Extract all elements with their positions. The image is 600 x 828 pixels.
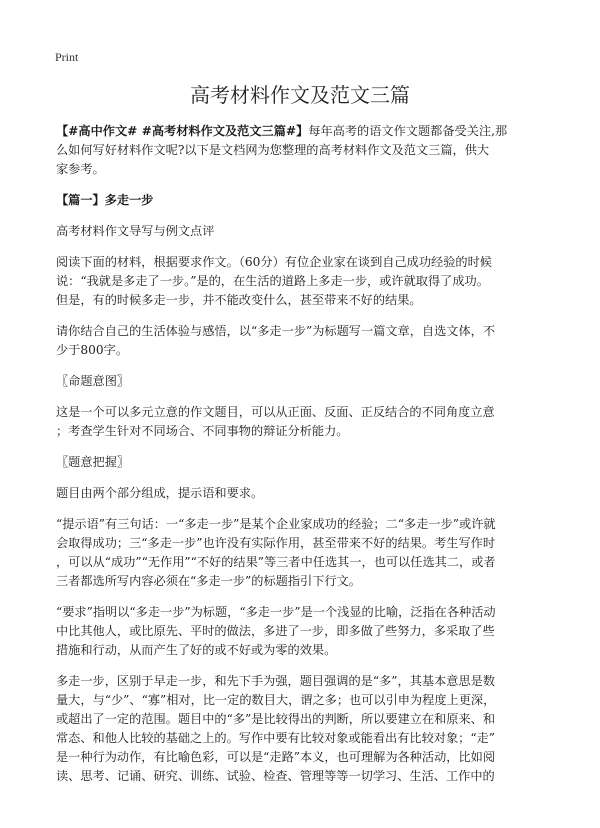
text-line: 但是，有的时候多走一步，并不能改变什么，甚至带来不好的结果。 (56, 293, 422, 307)
text-line: 会取得成功；三“多走一步”也许没有实际作用，甚至带来不好的结果。考生写作时 (56, 536, 496, 550)
structure-paragraph (56, 484, 548, 503)
text-line: 中比其他人，或比原先、平时的做法，多进了一步，即多做了些努力，多采取了些 (56, 624, 495, 638)
intro-line: 么如何写好材料作文呢?以下是文档网为您整理的高考材料作文及范文三篇，供大 (56, 143, 490, 157)
grasp-label: 〖题意把握〗 (56, 455, 130, 469)
intent-label: 〖命题意图〗 (56, 374, 130, 388)
text-line: “提示语”有三句话：一“多走一步”是某个企业家成功的经验；二“多走一步”或许就 (56, 517, 496, 531)
text-line: “要求”指明以“多走一步”为标题，“多走一步”是一个浅显的比喻，泛指在各种活动 (56, 605, 496, 619)
text-line: 说：“我就是多走了一步。”是的，在生活的道路上多走一步，或许就取得了成功。 (56, 274, 489, 288)
section-heading: 【篇一】多走一步 (56, 193, 154, 207)
text-line: 常态、和他人比较的基础之上的。写作中要有比较对象或能看出有比较对象；“走” (56, 731, 496, 745)
text-line: 多走一步，区别于早走一步，和先下手为强，题目强调的是“多”，其基本意思是数 (56, 674, 496, 688)
article-body (56, 122, 548, 798)
intro-line: 家参考。 (56, 162, 105, 176)
intro-tags: 【#高中作文# #高考材料作文及范文三篇#】 (56, 124, 309, 138)
text-line: 读、思考、记诵、研究、训练、试验、检查、管理等等一切学习、生活、工作中的 (56, 769, 495, 783)
requirement-explain-paragraph (56, 603, 548, 660)
text-line: 或超出了一定的范围。题目中的“多”是比较得出的判断，所以要建立在和原来、和 (56, 712, 496, 726)
text-line: 这是一个可以多元立意的作文题目，可以从正面、反面、正反结合的不同角度立意 (56, 405, 495, 419)
text-line: 措施和行动，从而产生了好的或不好或为零的效果。 (56, 643, 337, 657)
requirement-paragraph (56, 322, 548, 360)
text-line: 量大，与“少”、“寡”相对，比一定的数目大，谓之多；也可以引申为程度上更深， (56, 693, 496, 707)
page-title: 高考材料作文及范文三篇 (190, 83, 410, 107)
print-label: Print (55, 50, 79, 64)
intro-paragraph (56, 122, 548, 179)
text-line: 少于800字。 (56, 343, 129, 357)
hint-paragraph (56, 515, 548, 591)
text-line: ，可以从“成功”“无作用”“不好的结果”等三者中任选其一，也可以任选其二，或者 (56, 555, 496, 569)
text-line: 是一种行为动作，有比喻色彩，可以是“走路”本义，也可理解为各种活动，比如阅 (56, 750, 496, 764)
text-line: 题目由两个部分组成，提示语和要求。 (56, 486, 264, 500)
text-line: 阅读下面的材料，根据要求作文。（60分）有位企业家在谈到自己成功经验的时候 (56, 255, 492, 269)
intro-line1-text: 每年高考的语文作文题都备受关注,那 (308, 124, 508, 138)
text-line: 请你结合自己的生活体验与感悟，以“多走一步”为标题写一篇文章，自选文体，不 (56, 324, 496, 338)
text-line: ；考查学生针对不同场合、不同事物的辩证分析能力。 (56, 424, 349, 438)
text-line: 三者都选所写内容必须在“多走一步”的标题指引下行文。 (56, 574, 361, 588)
intent-paragraph (56, 403, 548, 441)
intro-line (56, 122, 548, 141)
analysis-paragraph (56, 672, 548, 786)
section-subheading: 高考材料作文导写与例文点评 (56, 224, 215, 238)
prompt-paragraph (56, 253, 548, 310)
